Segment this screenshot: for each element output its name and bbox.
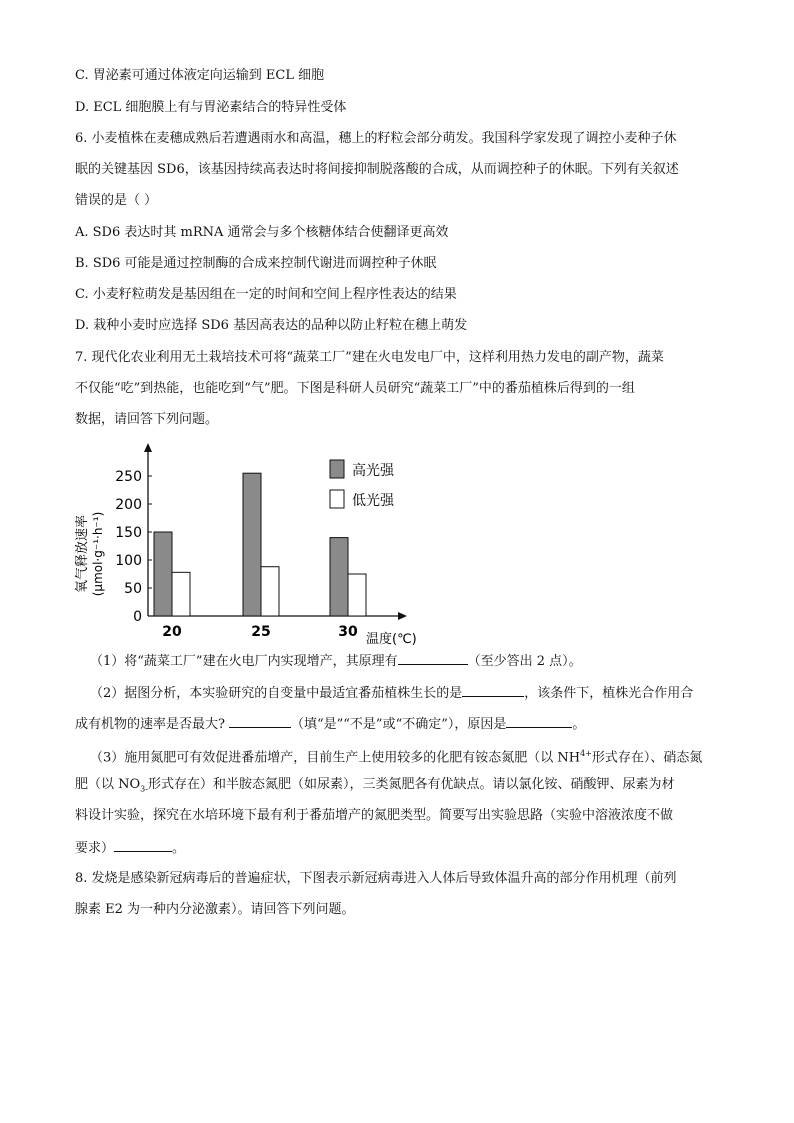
q7-sub2-text-e: 。 [572, 717, 586, 732]
q5-option-d: D. ECL 细胞膜上有与胃泌素结合的特异性受体 [75, 100, 347, 115]
answer-blank-3[interactable] [229, 715, 291, 728]
y-axis-label-group [74, 512, 105, 597]
bar-low-light-30 [348, 574, 366, 616]
y-axis-unit: (μmol·g⁻¹·h⁻¹) [91, 511, 105, 597]
q7-sub2-line1 [90, 684, 693, 702]
q6-stem-line2: 眠的关键基因 SD6，该基因持续高表达时将间接抑制脱落酸的合成，从而调控种子的休眠。下列有关叙述 [75, 162, 679, 177]
legend-swatch-0 [330, 460, 344, 478]
q7-sub3-line2 [75, 777, 674, 798]
q7-sub3-text-a: （3）施用氮肥可有效促进番茄增产，目前生产上使用较多的化肥有铵态氮肥（以 NH [90, 750, 581, 766]
q6-stem-line1: 6. 小麦植株在麦穗成熟后若遭遇雨水和高温，穗上的籽粒会部分萌发。我国科学家发现了调控小麦种子休 [75, 131, 677, 146]
q7-stem-line3: 数据，请回答下列问题。 [75, 412, 219, 427]
q7-sub3-text-d: 形式存在）和半胺态氮肥（如尿素），三类氮肥各有优缺点。请以氯化铵、硝酸钾、尿素为材 [147, 777, 675, 792]
q7-sub1-text-a: （1）将“蔬菜工厂”建在火电厂内实现增产，其原理有 [90, 654, 398, 669]
q7-sub2-line2 [75, 715, 585, 733]
q7-stem-line1: 7. 现代化农业利用无土栽培技术可将“蔬菜工厂”建在火电发电厂中，这样利用热力发电的副产物，蔬菜 [75, 350, 664, 365]
x-tick-label: 25 [251, 624, 271, 640]
q7-sub1-text-b: （至少答出 2 点）。 [467, 654, 582, 669]
bar-high-light-20 [154, 532, 172, 616]
q7-sub3-text-f: 要求） [75, 841, 115, 856]
q7-sub1 [90, 652, 582, 670]
no3-charge: 3- [140, 784, 148, 794]
answer-blank-1[interactable] [398, 652, 468, 665]
y-tick-label: 100 [115, 553, 142, 569]
x-axis-arrow [398, 612, 407, 620]
legend-label-0: 高光强 [352, 463, 394, 479]
x-axis-label: 温度(℃) [366, 632, 417, 647]
q7-sub2-text-a: （2）据图分析，本实验研究的自变量中最适宜番茄植株生长的是 [90, 686, 463, 701]
bar-low-light-25 [261, 567, 279, 616]
q7-stem-line2: 不仅能“吃”到热能，也能吃到“气”肥。下图是科研人员研究“蔬菜工厂”中的番茄植株后得到的一组 [75, 381, 635, 396]
legend-label-1: 低光强 [352, 493, 394, 509]
answer-blank-2[interactable] [462, 684, 524, 697]
q7-sub3-line3: 料设计实验，探究在水培环境下最有利于番茄增产的氮肥类型。简要写出实验思路（实验中溶液浓度不做 [75, 808, 674, 823]
q6-stem-line3: 错误的是（ ） [75, 193, 158, 208]
q7-sub3-line1 [90, 746, 702, 766]
x-tick-label: 20 [162, 624, 182, 640]
q7-sub3-text-c: 肥（以 NO [75, 777, 141, 792]
oxygen-release-chart [70, 440, 450, 650]
q6-option-c: C. 小麦籽粒萌发是基因组在一定的时间和空间上程序性表达的结果 [75, 287, 457, 302]
y-tick-label: 200 [115, 497, 142, 513]
q8-stem-line1: 8. 发烧是感染新冠病毒后的普遍症状，下图表示新冠病毒进入人体后导致体温升高的部分作用机理（前列 [75, 871, 677, 886]
q6-option-d: D. 栽种小麦时应选择 SD6 基因高表达的品种以防止籽粒在穗上萌发 [75, 318, 468, 333]
answer-blank-4[interactable] [506, 715, 572, 728]
plot-area [115, 443, 416, 647]
bar-low-light-20 [172, 572, 190, 616]
legend-swatch-1 [330, 490, 344, 508]
x-tick-label: 30 [338, 624, 358, 640]
nh4-charge: 4+ [580, 749, 592, 758]
q6-option-a: A. SD6 表达时其 mRNA 通常会与多个核糖体结合使翻译更高效 [75, 225, 449, 240]
bar-chart-svg [70, 440, 450, 650]
q5-option-c: C. 胃泌素可通过体液定向运输到 ECL 细胞 [75, 68, 325, 83]
y-axis-label: 氧气释放速率 [75, 514, 90, 594]
y-tick-label: 0 [133, 609, 142, 625]
q7-sub2-text-b: ，该条件下，植株光合作用合 [524, 686, 694, 701]
q8-stem-line2: 腺素 E2 为一种内分泌激素）。请回答下列问题。 [75, 902, 355, 917]
q6-option-b: B. SD6 可能是通过控制酶的合成来控制代谢进而调控种子休眠 [75, 256, 437, 271]
y-axis-arrow [144, 443, 152, 452]
q7-sub3-text-b: 形式存在）、硝态氮 [591, 750, 703, 766]
q7-sub3-line4 [75, 839, 185, 857]
bar-high-light-30 [330, 538, 348, 616]
bar-high-light-25 [243, 473, 261, 616]
y-tick-label: 150 [115, 525, 142, 541]
q7-sub3-text-g: 。 [172, 841, 186, 856]
y-tick-label: 50 [124, 581, 142, 597]
answer-blank-5[interactable] [114, 839, 172, 852]
y-tick-label: 250 [115, 469, 142, 485]
q7-sub2-text-c: 成有机物的速率是否最大? [75, 717, 225, 732]
q7-sub2-text-d: （填“是”“不是”或“不确定”），原因是 [290, 717, 507, 732]
